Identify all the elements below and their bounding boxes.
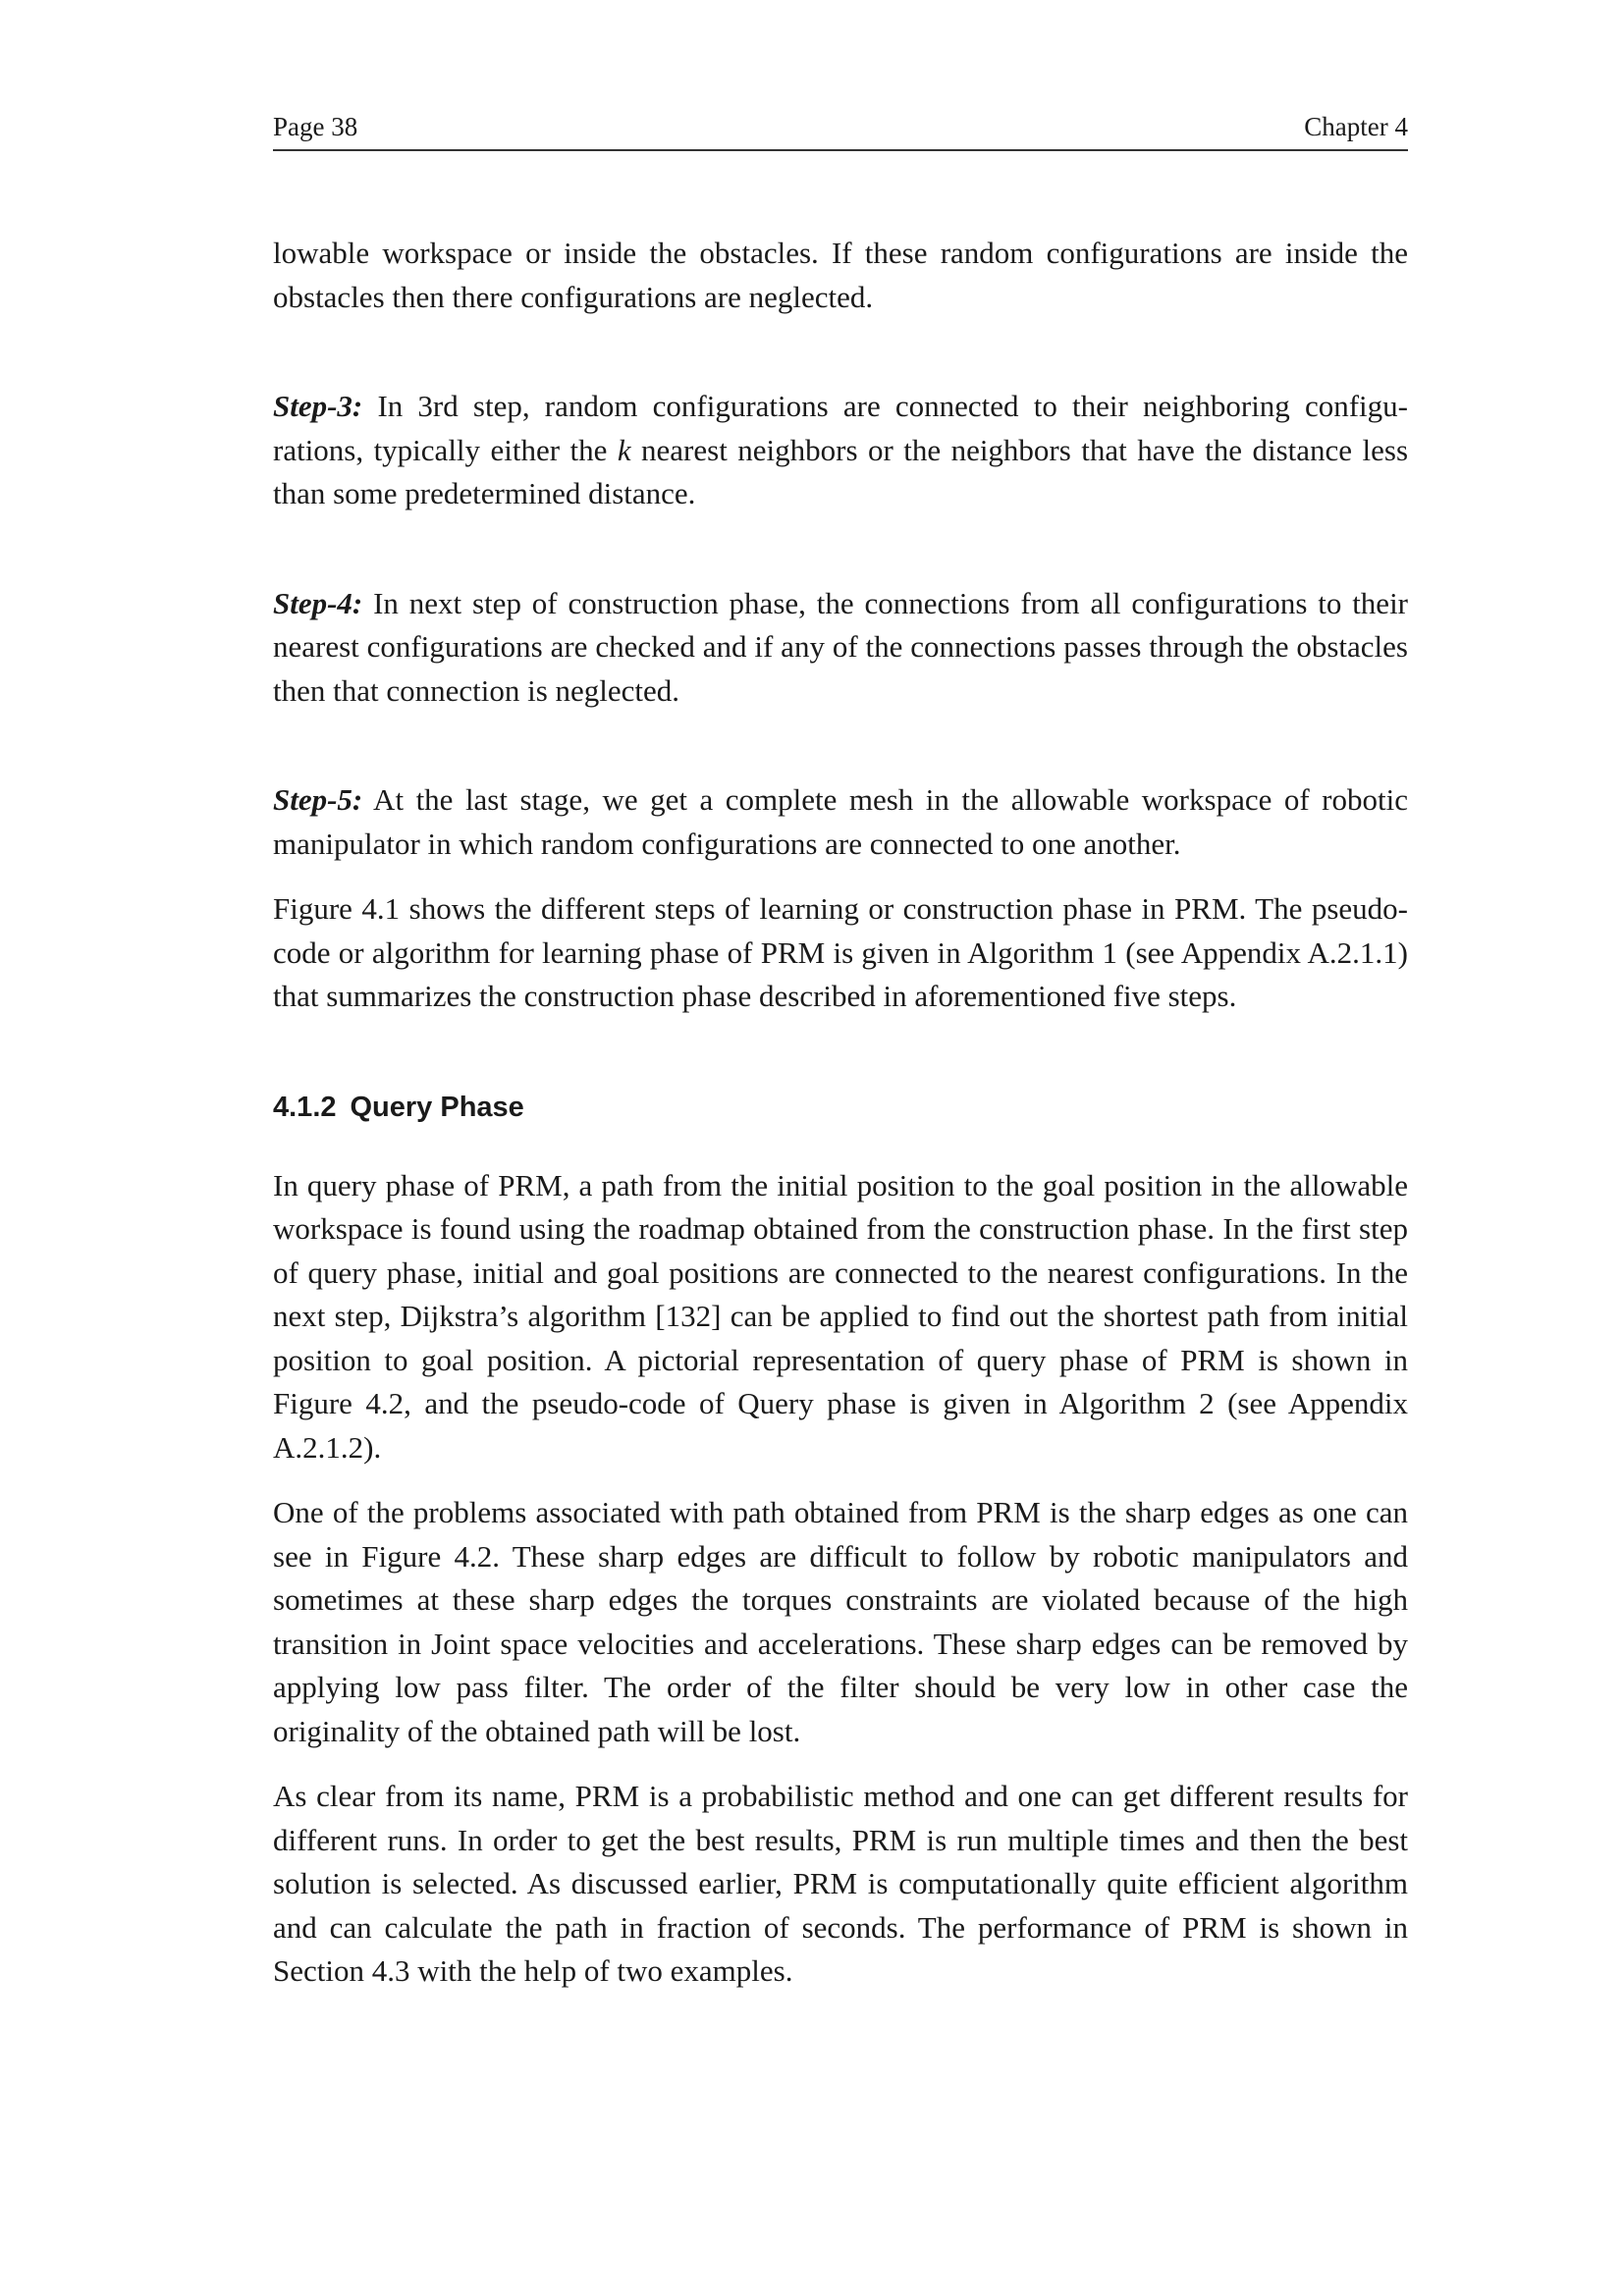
section-heading — [273, 1088, 1408, 1127]
body-text — [273, 232, 1408, 1994]
step-5-label: Step-5: — [273, 782, 363, 817]
step-3-label: Step-3: — [273, 389, 363, 423]
step-4-label: Step-4: — [273, 585, 363, 620]
query-paragraph-3: As clear from its name, PRM is a probabilistic method and one can get different results for different runs. In order to get the best results, PRM is run multiple times and then the best solution is selected. As discussed earlier, PRM is computationally quite efficient algorithm and can calculate the path in fraction of seconds. The performance of PRM is shown in Section 4.3 with the help of two examples. — [273, 1779, 1408, 1988]
page-number: Page 38 — [273, 112, 358, 141]
step-4-paragraph — [273, 582, 1408, 714]
step-4-text: In next step of construction phase, the connections from all configurations to their nearest configurations are checked and if any of the connections passes through the obstacles then that connection is neglected. — [273, 585, 1408, 708]
figure-reference-paragraph: Figure 4.1 shows the different steps of learning or construction phase in PRM. The pseudo-code or algorithm for learning phase of PRM is given in Algorithm 1 (see Appendix A.2.1.1) that summarizes the construction phase described in aforementioned five steps. — [273, 891, 1408, 1013]
step-3-paragraph — [273, 385, 1408, 516]
paragraph-continuation: lowable workspace or inside the obstacles. If these random configurations are inside the obstacles then there configurations are neglected. — [273, 236, 1408, 314]
step-5-paragraph — [273, 778, 1408, 866]
running-header — [273, 110, 1408, 151]
step-3-text-after: nearest neighbors or the neighbors that have the distance less than some predetermined distance. — [273, 432, 1409, 510]
section-number: 4.1.2 — [273, 1091, 337, 1123]
step-3-text-before: In 3rd step, random configurations are connected to their neighboring configurations, typically either the — [273, 389, 1408, 467]
chapter-label: Chapter 4 — [1304, 112, 1408, 141]
section-title: Query Phase — [350, 1091, 524, 1123]
query-paragraph-2: One of the problems associated with path obtained from PRM is the sharp edges as one can see in Figure 4.2. These sharp edges are difficult to follow by robotic manipulators and sometimes at these sharp edges the torques constraints are violated because of the high transition in Joint space velocities and accelerations. These sharp edges can be removed by applying low pass filter. The order of the filter should be very low in other case the originality of the obtained path will be lost. — [273, 1495, 1408, 1748]
math-variable-k: k — [617, 432, 631, 467]
step-5-text: At the last stage, we get a complete mesh in the allowable workspace of robotic manipulator in which random configurations are connected to one another. — [273, 782, 1408, 861]
query-paragraph-1: In query phase of PRM, a path from the initial position to the goal position in the allowable workspace is found using the roadmap obtained from the construction phase. In the first step of query phase, initial and goal positions are connected to the nearest configurations. In the next step, Dijkstra’s algorithm [132] can be applied to find out the shortest path from initial position to goal position. A pictorial representation of query phase of PRM is shown in Figure 4.2, and the pseudo-code of Query phase is given in Algorithm 2 (see Appendix A.2.1.2). — [273, 1167, 1408, 1465]
